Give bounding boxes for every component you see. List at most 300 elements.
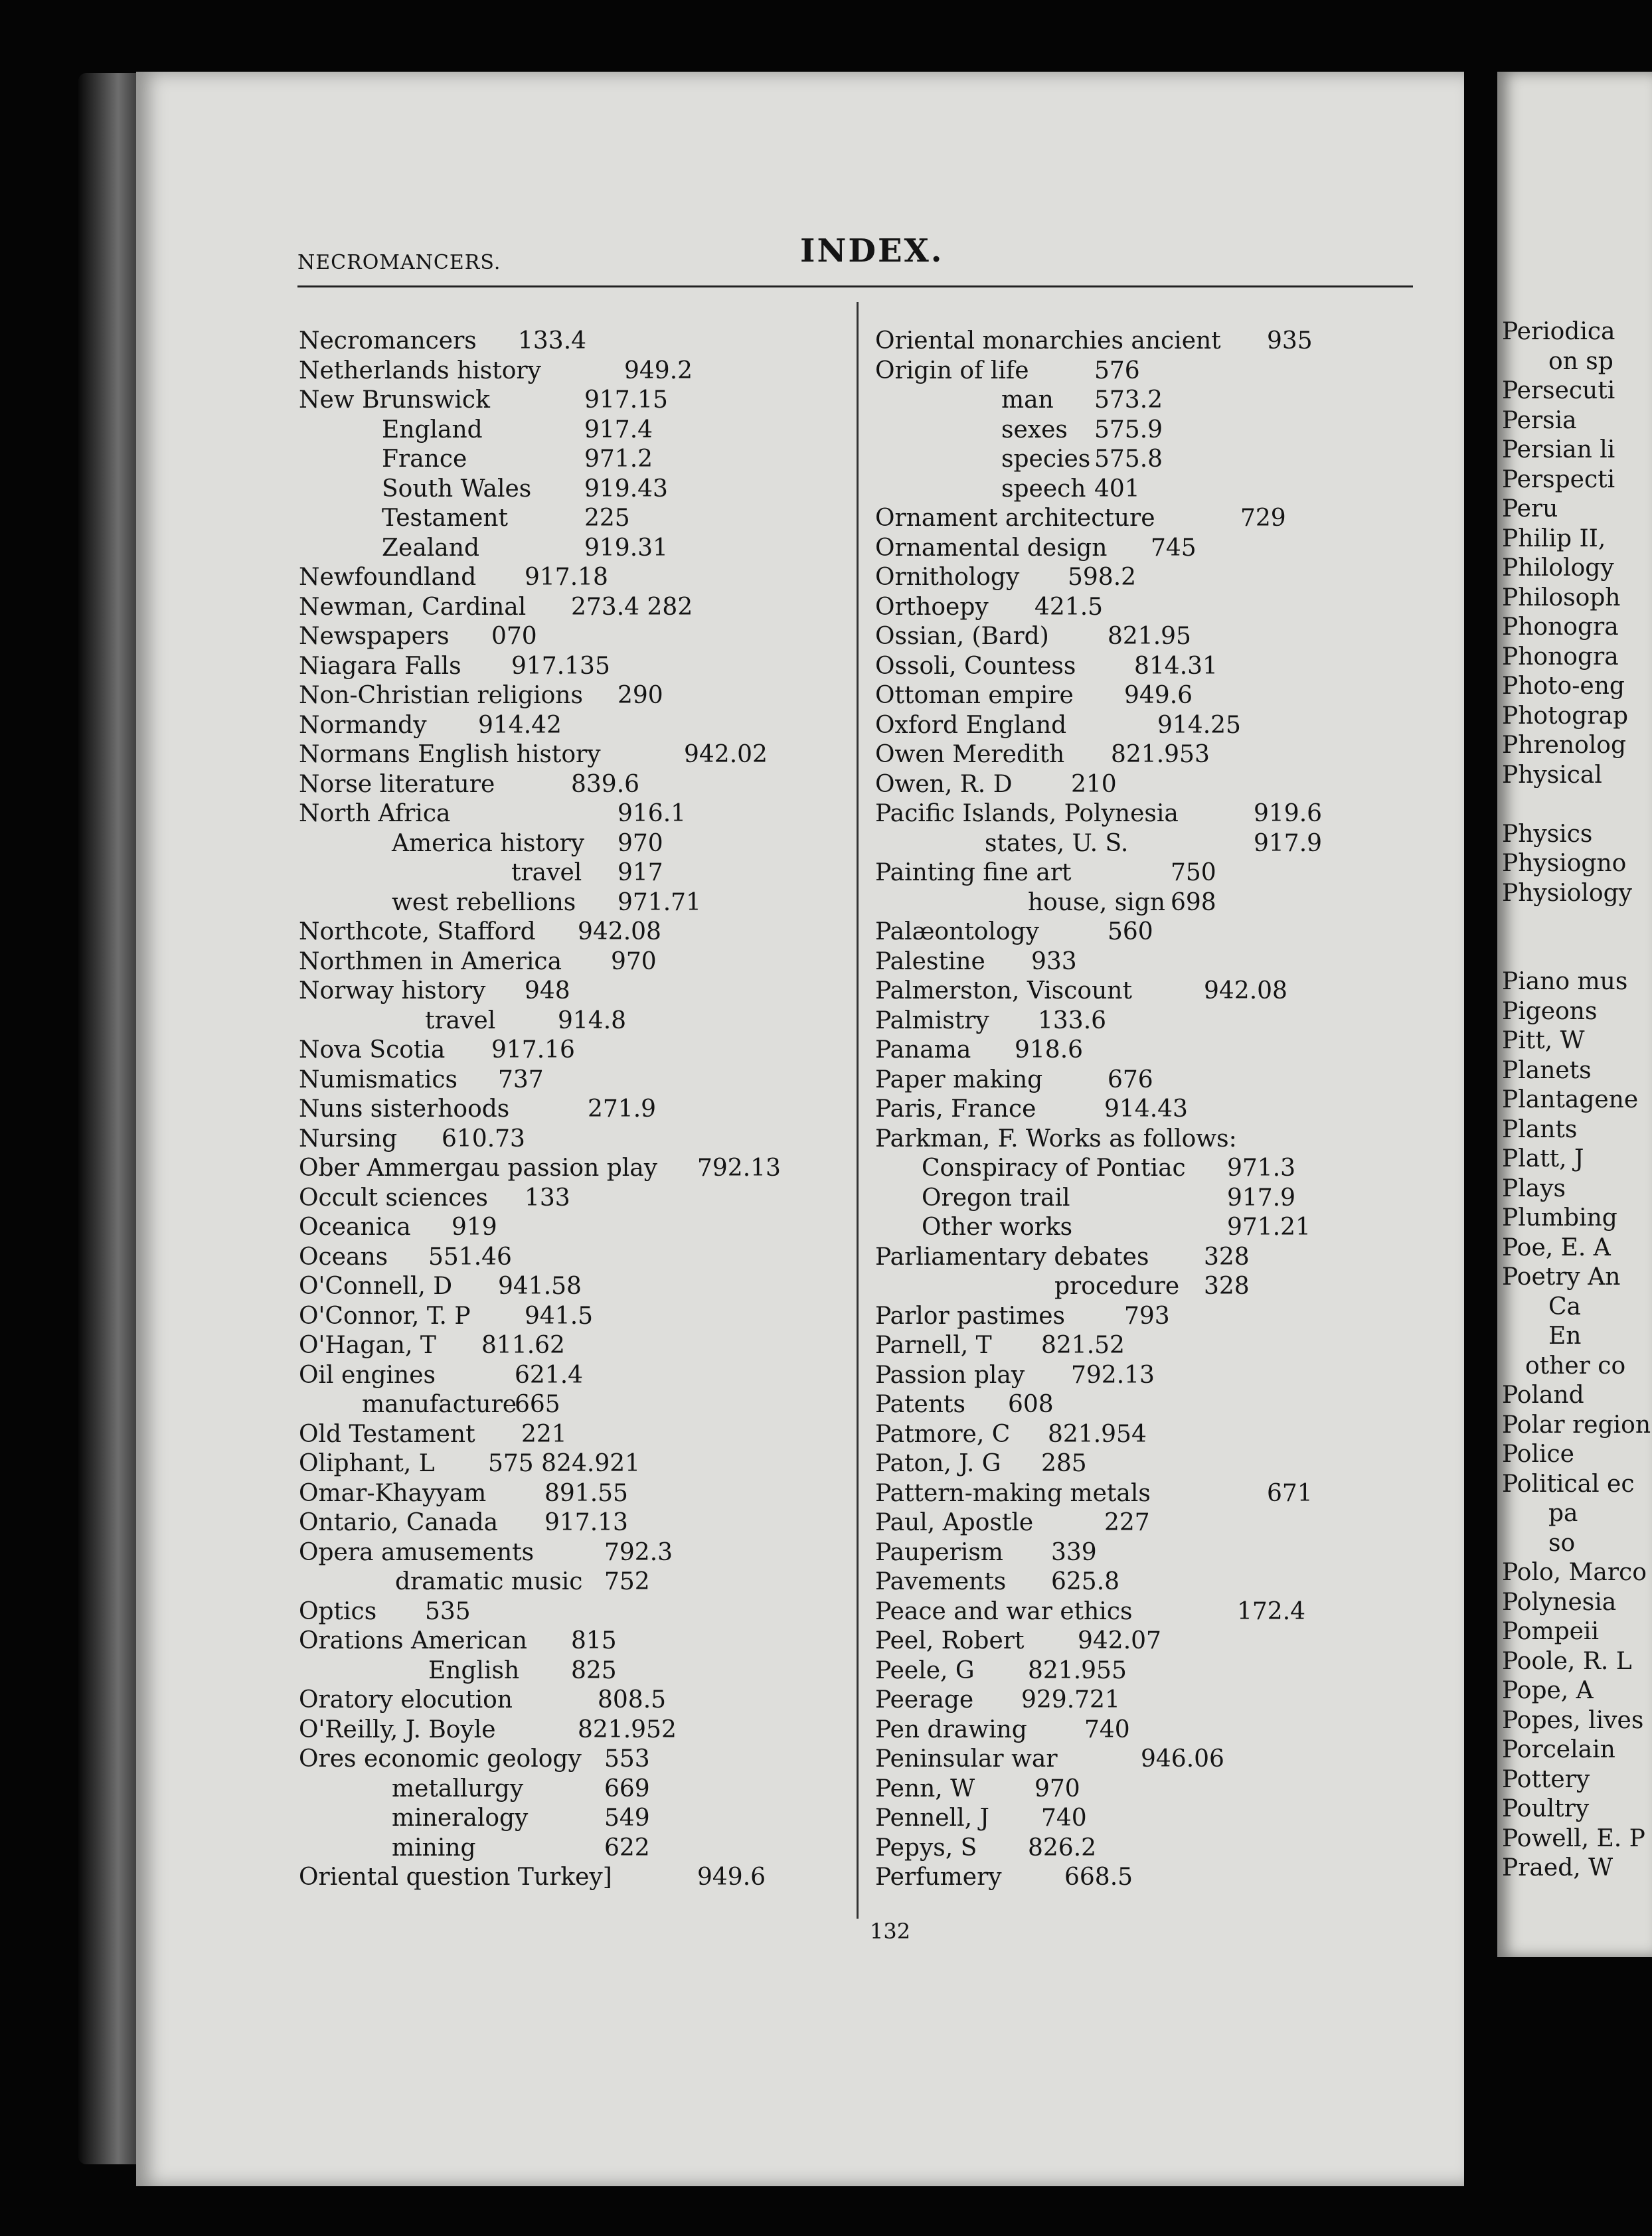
- facing-entry: [1502, 406, 1652, 436]
- facing-entry-term: Physical: [1502, 761, 1602, 789]
- index-entry-term: Pauperism: [875, 1538, 1003, 1566]
- index-entry-classification: 914.43: [1104, 1095, 1188, 1123]
- index-entry-classification: 575 824.921: [488, 1450, 641, 1477]
- facing-entry-term: so: [1548, 1529, 1576, 1557]
- index-entry-term: house, sign: [1028, 888, 1165, 916]
- facing-entry-term: Physiogno: [1502, 850, 1627, 877]
- index-entry-term: dramatic music: [395, 1568, 583, 1595]
- index-entry-term: Oratory elocution: [299, 1686, 513, 1714]
- index-entry: [299, 888, 843, 918]
- index-entry: [875, 1331, 1340, 1361]
- index-entry: [875, 1479, 1340, 1509]
- index-entry-term: Peninsular war: [875, 1745, 1058, 1773]
- index-entry: [875, 1243, 1340, 1273]
- facing-entry-term: Philology: [1502, 554, 1614, 582]
- index-entry: [299, 504, 843, 534]
- index-entry: [299, 1834, 843, 1864]
- facing-entry-term: Plantagene: [1502, 1086, 1639, 1113]
- index-entry: [299, 534, 843, 564]
- index-entry-classification: 625.8: [1051, 1568, 1120, 1595]
- index-entry-classification: 839.6: [571, 770, 640, 798]
- index-entry-term: Passion play: [875, 1361, 1025, 1389]
- index-entry-term: Oceanica: [299, 1214, 411, 1241]
- index-entry: [299, 622, 843, 652]
- index-entry: [299, 947, 843, 977]
- index-entry-classification: 573.2: [1094, 386, 1163, 414]
- index-entry: [299, 1243, 843, 1273]
- index-entry: [299, 1066, 843, 1095]
- index-entry: [299, 1716, 843, 1745]
- facing-entry: [1502, 524, 1652, 554]
- index-entry-term: O'Hagan, T: [299, 1332, 436, 1359]
- index-entry-term: Ornithology: [875, 564, 1020, 591]
- index-entry-term: Ottoman empire: [875, 682, 1074, 709]
- index-entry-term: Testament: [382, 505, 509, 532]
- index-entry-classification: 914.42: [478, 711, 562, 739]
- index-entry-term: Peele, G: [875, 1656, 975, 1684]
- index-entry-classification: 740: [1084, 1716, 1130, 1743]
- index-entry-classification: 560: [1108, 918, 1153, 945]
- index-entry: [299, 740, 843, 770]
- index-entry-term: Painting fine art: [875, 859, 1072, 886]
- facing-entry: [1502, 1174, 1652, 1204]
- index-entry: [875, 711, 1340, 741]
- index-entry-term: Penn, W: [875, 1775, 975, 1802]
- index-entry-term: Oriental question Turkey]: [299, 1864, 612, 1891]
- facing-entry: [1502, 436, 1652, 465]
- index-entry: [299, 681, 843, 711]
- facing-entry-term: Platt, J: [1502, 1145, 1584, 1172]
- index-entry-term: Parnell, T: [875, 1332, 992, 1359]
- index-entry: [875, 504, 1340, 534]
- index-entry: [875, 770, 1340, 800]
- index-entry: [875, 1834, 1340, 1864]
- facing-entry-term: Political ec: [1502, 1470, 1635, 1498]
- index-entry-classification: 942.08: [578, 918, 661, 945]
- index-entry-classification: 729: [1240, 505, 1286, 532]
- facing-entry-term: Pope, A: [1502, 1677, 1594, 1704]
- index-entry: [875, 1627, 1340, 1656]
- index-entry-term: Orations American: [299, 1627, 527, 1654]
- index-entry-classification: 941.5: [525, 1302, 594, 1330]
- index-entry-classification: 815: [571, 1627, 617, 1654]
- index-entry: [875, 1125, 1340, 1155]
- index-entry-classification: 133.6: [1038, 1006, 1107, 1034]
- index-entry-term: Pennell, J: [875, 1804, 989, 1832]
- index-entry-classification: 916.1: [618, 800, 687, 827]
- index-entry-term: mineralogy: [392, 1804, 529, 1832]
- index-entry: [875, 1036, 1340, 1066]
- index-entry: [299, 1479, 843, 1509]
- index-entry-classification: 553: [604, 1745, 650, 1773]
- index-entry-term: travel: [425, 1006, 496, 1034]
- facing-entry-term: Photograp: [1502, 702, 1628, 730]
- index-entry: [299, 1036, 843, 1066]
- facing-entry-term: En: [1548, 1322, 1582, 1350]
- index-entry-classification: 328: [1204, 1273, 1250, 1300]
- facing-entry-term: Persia: [1502, 406, 1577, 434]
- index-entry: [299, 386, 843, 416]
- index-entry: [875, 1508, 1340, 1538]
- index-entry: [299, 1508, 843, 1538]
- index-entry-term: Parliamentary debates: [875, 1243, 1149, 1271]
- index-entry-classification: 598.2: [1068, 564, 1137, 591]
- facing-entry: [1502, 1440, 1652, 1470]
- index-entry-term: Paris, France: [875, 1095, 1036, 1123]
- index-entry-classification: 668.5: [1064, 1864, 1133, 1891]
- index-entry-term: O'Reilly, J. Boyle: [299, 1716, 496, 1743]
- index-entry: [875, 1863, 1340, 1893]
- index-entry: [299, 977, 843, 1006]
- facing-entry: [1502, 1470, 1652, 1500]
- index-entry-classification: 210: [1071, 770, 1117, 798]
- index-entry-classification: 793: [1124, 1302, 1170, 1330]
- index-entry-classification: 917.4: [584, 416, 653, 443]
- index-entry: [875, 445, 1340, 475]
- index-entry: [875, 1006, 1340, 1036]
- index-entry-term: procedure: [1054, 1273, 1180, 1300]
- column-divider: [857, 302, 859, 1919]
- index-entry-term: Peel, Robert: [875, 1627, 1025, 1654]
- facing-entry: [1502, 1293, 1652, 1322]
- index-entry: [299, 1302, 843, 1332]
- index-entry-term: Palæontology: [875, 918, 1039, 945]
- index-entry-classification: 401: [1094, 475, 1140, 503]
- index-entry-classification: 133: [525, 1184, 570, 1212]
- facing-entry: [1502, 1765, 1652, 1795]
- index-entry-term: Pen drawing: [875, 1716, 1027, 1743]
- index-entry-classification: 970: [1034, 1775, 1080, 1802]
- index-entry-term: Perfumery: [875, 1864, 1002, 1891]
- index-entry-term: Normans English history: [299, 741, 601, 768]
- index-entry: [875, 1361, 1340, 1391]
- index-entry: [299, 1686, 843, 1716]
- index-entry-classification: 942.02: [684, 741, 768, 768]
- facing-entry: [1502, 1234, 1652, 1263]
- index-entry-term: Normandy: [299, 711, 427, 739]
- index-entry-term: travel: [511, 859, 582, 886]
- index-entry-classification: 942.08: [1204, 977, 1287, 1004]
- index-entry: [299, 327, 843, 357]
- index-entry-term: Oil engines: [299, 1361, 436, 1389]
- header-rule: [297, 285, 1413, 287]
- facing-entry: [1502, 1795, 1652, 1824]
- index-entry-classification: 698: [1171, 888, 1216, 916]
- facing-entry-term: Poland: [1502, 1382, 1584, 1409]
- facing-entry-term: on sp: [1548, 347, 1613, 375]
- index-entry-classification: 919.31: [584, 534, 668, 562]
- facing-entry: [1502, 1676, 1652, 1706]
- index-entry: [875, 1449, 1340, 1479]
- facing-entry-term: Powell, E. P: [1502, 1824, 1645, 1852]
- index-entry-classification: 914.8: [558, 1006, 627, 1034]
- index-entry-classification: 821.952: [578, 1716, 677, 1743]
- facing-entry-term: other co: [1525, 1352, 1626, 1380]
- index-entry: [299, 445, 843, 475]
- index-entry-classification: 946.06: [1141, 1745, 1224, 1773]
- index-entry-classification: 737: [498, 1066, 544, 1093]
- index-entry-term: English: [428, 1656, 520, 1684]
- index-entry-classification: 271.9: [588, 1095, 657, 1123]
- facing-entry: [1502, 997, 1652, 1027]
- index-entry-classification: 971.2: [584, 445, 653, 473]
- index-entry-classification: 821.955: [1028, 1656, 1127, 1684]
- index-entry-classification: 949.6: [1124, 682, 1193, 709]
- index-entry-term: Netherlands history: [299, 357, 541, 384]
- index-entry: [875, 1095, 1340, 1125]
- index-entry-classification: 671: [1267, 1479, 1313, 1507]
- index-entry-term: Oriental monarchies ancient: [875, 327, 1221, 355]
- index-entry-classification: 917.9: [1227, 1184, 1296, 1212]
- index-entry-classification: 752: [604, 1568, 650, 1595]
- index-entry-classification: 821.52: [1041, 1332, 1125, 1359]
- index-entry-classification: 949.6: [697, 1864, 766, 1891]
- facing-entry: [1502, 1085, 1652, 1115]
- index-entry: [875, 858, 1340, 888]
- index-entry-classification: 929.721: [1021, 1686, 1120, 1714]
- index-entry-classification: 917: [618, 859, 663, 886]
- index-entry: [875, 1390, 1340, 1420]
- facing-entry: [1502, 1854, 1652, 1883]
- index-entry-term: Occult sciences: [299, 1184, 489, 1212]
- facing-entry-term: Physiology: [1502, 879, 1632, 907]
- facing-entry: [1502, 1735, 1652, 1765]
- index-entry: [875, 918, 1340, 947]
- index-entry-classification: 949.2: [624, 357, 693, 384]
- index-entry-classification: 621.4: [515, 1361, 584, 1389]
- index-entry-term: Pavements: [875, 1568, 1007, 1595]
- index-entry-term: Peace and war ethics: [875, 1597, 1133, 1625]
- facing-entry-term: Physics: [1502, 820, 1593, 848]
- index-entry-classification: 826.2: [1028, 1834, 1097, 1862]
- facing-entry-term: Planets: [1502, 1056, 1592, 1084]
- index-entry-term: Palmistry: [875, 1006, 989, 1034]
- facing-entry-term: Polynesia: [1502, 1588, 1617, 1616]
- index-entry-term: Parlor pastimes: [875, 1302, 1065, 1330]
- index-entry-classification: 919.6: [1254, 800, 1323, 827]
- facing-entry-term: Perspecti: [1502, 465, 1615, 493]
- facing-entry: [1502, 1499, 1652, 1529]
- index-entry: [299, 563, 843, 593]
- index-entry-classification: 919: [452, 1214, 497, 1241]
- index-entry-classification: 821.954: [1048, 1420, 1147, 1448]
- index-entry: [299, 1213, 843, 1243]
- index-entry-term: species: [1001, 445, 1091, 473]
- index-entry-classification: 750: [1171, 859, 1216, 886]
- facing-entry-term: Polo, Marco: [1502, 1559, 1647, 1586]
- index-entry: [299, 1006, 843, 1036]
- facing-entry: [1502, 613, 1652, 643]
- index-entry-term: Numismatics: [299, 1066, 458, 1093]
- index-entry-classification: 825: [571, 1656, 617, 1684]
- index-entry-term: Optics: [299, 1597, 377, 1625]
- index-entry: [875, 740, 1340, 770]
- index-entry-term: Nursing: [299, 1125, 398, 1153]
- index-entry-term: Newman, Cardinal: [299, 593, 527, 621]
- index-entry-classification: 273.4 282: [571, 593, 693, 621]
- index-entry-term: Northmen in America: [299, 947, 562, 975]
- facing-entry: [1502, 967, 1652, 997]
- index-entry-term: Omar-Khayyam: [299, 1479, 487, 1507]
- index-entry: [299, 1597, 843, 1627]
- facing-entry-term: Poe, E. A: [1502, 1234, 1611, 1261]
- facing-entry: [1502, 1322, 1652, 1352]
- index-entry-term: Ossian, (Bard): [875, 623, 1049, 650]
- index-entry-classification: 971.21: [1227, 1214, 1311, 1241]
- index-entry-term: Ober Ammergau passion play: [299, 1155, 658, 1182]
- index-entry-term: Northcote, Stafford: [299, 918, 536, 945]
- index-entry: [299, 1538, 843, 1568]
- facing-entry: [1502, 790, 1652, 820]
- index-entry-classification: 792.13: [697, 1155, 781, 1182]
- facing-entry-term: Pottery: [1502, 1765, 1590, 1793]
- facing-entry: [1502, 1115, 1652, 1145]
- index-entry-term: Conspiracy of Pontiac: [922, 1155, 1186, 1182]
- facing-entry-term: Plays: [1502, 1174, 1566, 1202]
- index-entry-classification: 676: [1108, 1066, 1153, 1093]
- index-entry-classification: 917.18: [525, 564, 608, 591]
- index-entry: [875, 386, 1340, 416]
- index-entry-classification: 608: [1008, 1391, 1054, 1418]
- index-entry: [875, 622, 1340, 652]
- index-entry-classification: 917.9: [1254, 829, 1323, 857]
- index-entry-classification: 622: [604, 1834, 650, 1862]
- facing-entry-term: Periodica: [1502, 318, 1615, 345]
- index-entry-term: South Wales: [382, 475, 532, 503]
- facing-entry-term: Poultry: [1502, 1795, 1590, 1822]
- index-entry: [875, 1538, 1340, 1568]
- facing-entry-term: Plants: [1502, 1115, 1578, 1143]
- index-entry-classification: 917.13: [544, 1509, 628, 1536]
- index-entry-term: Niagara Falls: [299, 652, 461, 680]
- index-entry: [875, 1066, 1340, 1095]
- index-entry-term: Oxford England: [875, 711, 1067, 739]
- index-entry-classification: 665: [515, 1391, 560, 1418]
- index-entry-term: Nova Scotia: [299, 1036, 446, 1064]
- facing-entry: [1502, 1617, 1652, 1647]
- facing-entry: [1502, 465, 1652, 495]
- facing-entry: [1502, 1145, 1652, 1174]
- index-entry-classification: 551.46: [428, 1243, 512, 1271]
- index-entry-classification: 225: [584, 505, 630, 532]
- index-entry-term: west rebellions: [392, 888, 576, 916]
- facing-entry-term: Persecuti: [1502, 377, 1615, 404]
- index-entry-classification: 610.73: [442, 1125, 525, 1153]
- index-entry-term: Parkman, F. Works as follows:: [875, 1125, 1237, 1153]
- index-entry: [875, 534, 1340, 564]
- facing-entry: [1502, 702, 1652, 732]
- index-entry-classification: 808.5: [598, 1686, 667, 1714]
- index-entry-term: Pacific Islands, Polynesia: [875, 800, 1179, 827]
- index-entry-term: France: [382, 445, 467, 473]
- index-entry: [875, 1420, 1340, 1450]
- index-entry: [875, 357, 1340, 386]
- index-entry-term: Ornamental design: [875, 534, 1108, 562]
- index-entry-term: Paton, J. G: [875, 1450, 1001, 1477]
- facing-entry: [1502, 495, 1652, 524]
- index-entry-term: New Brunswick: [299, 386, 490, 414]
- facing-entry: [1502, 1411, 1652, 1441]
- facing-entry: [1502, 1352, 1652, 1382]
- index-entry-term: Panama: [875, 1036, 971, 1064]
- index-entry-classification: 221: [521, 1420, 567, 1448]
- index-entry-classification: 971.71: [618, 888, 701, 916]
- index-entry-classification: 811.62: [481, 1332, 565, 1359]
- facing-entry-term: Philip II,: [1502, 524, 1606, 552]
- index-entry-term: Palestine: [875, 947, 985, 975]
- index-entry: [299, 1095, 843, 1125]
- facing-entry-term: Pompeii: [1502, 1618, 1599, 1645]
- index-entry: [299, 1745, 843, 1775]
- index-entry-term: states, U. S.: [985, 829, 1129, 857]
- facing-entry-term: pa: [1548, 1500, 1578, 1527]
- index-entry-term: Pattern-making metals: [875, 1479, 1151, 1507]
- facing-page-column: [1502, 317, 1652, 1883]
- index-entry: [875, 1656, 1340, 1686]
- facing-entry: [1502, 1381, 1652, 1411]
- facing-entry: [1502, 1263, 1652, 1293]
- index-entry-term: Paper making: [875, 1066, 1043, 1093]
- index-entry-term: Newfoundland: [299, 564, 477, 591]
- facing-entry-term: Plumbing: [1502, 1204, 1617, 1232]
- index-entry: [875, 1597, 1340, 1627]
- index-entry-classification: 917.15: [584, 386, 668, 414]
- index-entry: [299, 1420, 843, 1450]
- index-entry-classification: 133.4: [518, 327, 587, 355]
- index-entry: [875, 1745, 1340, 1775]
- index-entry-term: Ontario, Canada: [299, 1509, 499, 1536]
- index-entry-classification: 740: [1041, 1804, 1087, 1832]
- facing-entry-term: Porcelain: [1502, 1736, 1615, 1763]
- index-entry: [299, 1863, 843, 1893]
- index-entry-term: metallurgy: [392, 1775, 524, 1802]
- index-entry: [875, 475, 1340, 505]
- index-entry-term: man: [1001, 386, 1054, 414]
- facing-entry-term: Philosoph: [1502, 584, 1621, 611]
- index-entry-classification: 821.953: [1111, 741, 1210, 768]
- index-entry: [299, 1567, 843, 1597]
- index-entry-term: Ornament architecture: [875, 505, 1155, 532]
- facing-entry-term: Phrenolog: [1502, 732, 1627, 759]
- index-entry: [299, 829, 843, 859]
- facing-entry: [1502, 643, 1652, 673]
- facing-entry: [1502, 938, 1652, 968]
- facing-entry-term: Police: [1502, 1441, 1574, 1468]
- index-entry: [875, 1184, 1340, 1214]
- index-entry: [299, 1804, 843, 1834]
- index-entry: [299, 1390, 843, 1420]
- facing-entry: [1502, 584, 1652, 613]
- facing-entry: [1502, 908, 1652, 938]
- index-entry-term: Newspapers: [299, 623, 450, 650]
- facing-entry: [1502, 1588, 1652, 1618]
- facing-entry: [1502, 820, 1652, 850]
- index-entry-term: North Africa: [299, 800, 451, 827]
- index-entry-classification: 172.4: [1237, 1597, 1306, 1625]
- index-entry-term: manufacture: [362, 1391, 517, 1418]
- index-entry-term: Peerage: [875, 1686, 974, 1714]
- index-entry-term: Opera amusements: [299, 1538, 535, 1566]
- index-entry-term: Ossoli, Countess: [875, 652, 1076, 680]
- index-entry: [299, 416, 843, 445]
- page-number: 132: [870, 1919, 911, 1944]
- index-entry: [875, 947, 1340, 977]
- index-entry-classification: 328: [1204, 1243, 1250, 1271]
- index-entry-term: Oceans: [299, 1243, 388, 1271]
- index-entry: [875, 327, 1340, 357]
- index-entry: [299, 357, 843, 386]
- facing-entry-term: Praed, W: [1502, 1854, 1613, 1881]
